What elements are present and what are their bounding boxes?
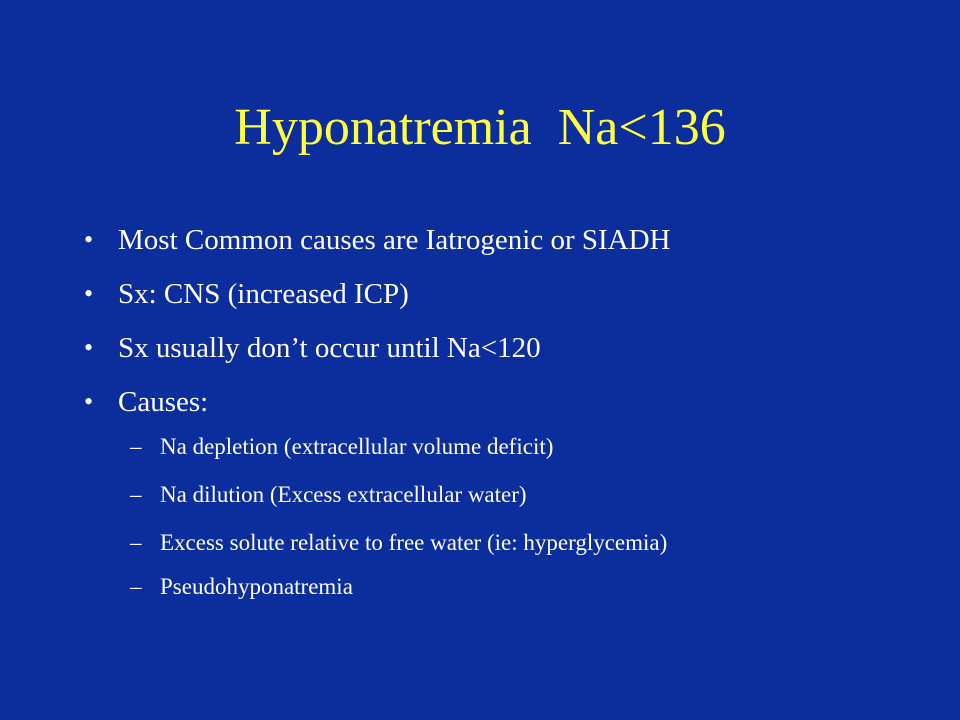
bullet-item (84, 220, 671, 260)
bullet-marker: • (84, 333, 94, 362)
bullet-item (84, 274, 409, 314)
bullet-item (84, 382, 208, 422)
bullet-marker: • (84, 387, 94, 416)
sub-bullet-marker: – (130, 482, 142, 507)
sub-bullet-item (130, 478, 527, 512)
sub-bullet-item (130, 570, 353, 604)
sub-bullet-item (130, 526, 667, 560)
sub-bullet-marker: – (130, 530, 142, 555)
sub-bullet-item (130, 430, 553, 464)
bullet-text: Sx usually don’t occur until Na<120 (118, 331, 541, 364)
bullet-marker: • (84, 225, 94, 254)
bullet-text: Sx: CNS (increased ICP) (118, 277, 409, 310)
sub-bullet-text: Excess solute relative to free water (ie: hyperglycemia) (160, 530, 668, 555)
sub-bullet-text: Na dilution (Excess extracellular water) (160, 482, 527, 507)
sub-bullet-marker: – (130, 434, 142, 459)
sub-bullet-text: Na depletion (extracellular volume deficit) (160, 434, 554, 459)
sub-bullet-marker: – (130, 574, 142, 599)
slide-title: Hyponatremia Na<136 (234, 99, 726, 156)
sub-bullet-text: Pseudohyponatremia (160, 574, 353, 599)
bullet-marker: • (84, 279, 94, 308)
bullet-text: Causes: (118, 385, 209, 418)
bullet-item (84, 328, 541, 368)
bullet-text: Most Common causes are Iatrogenic or SIADH (118, 223, 671, 256)
